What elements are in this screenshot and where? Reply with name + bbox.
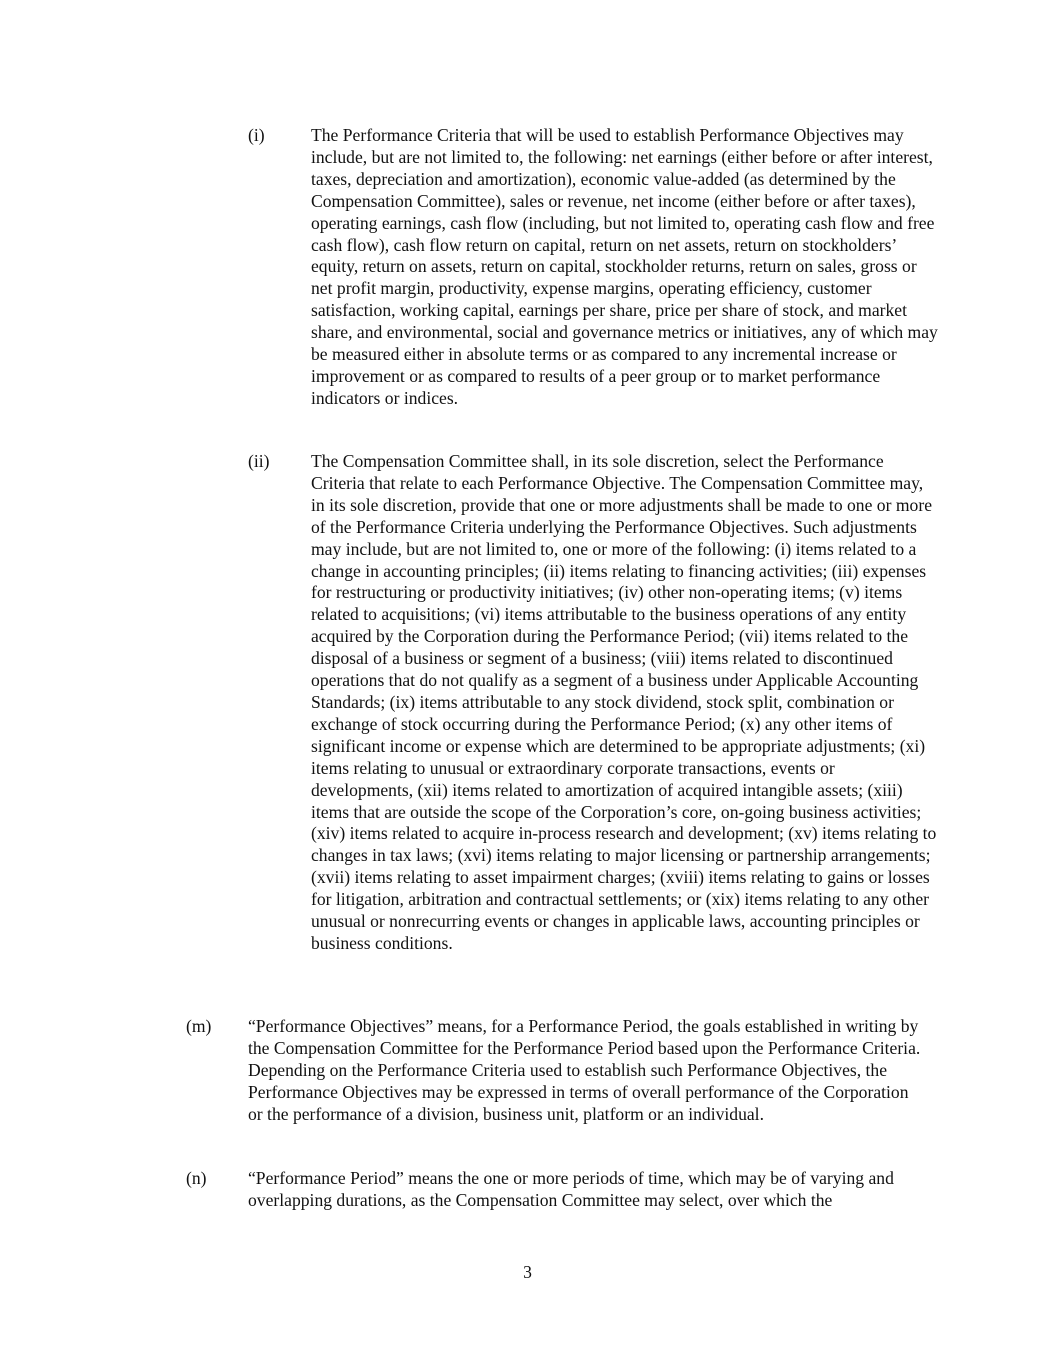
clause-n-marker: (n) <box>186 1168 207 1188</box>
clause-i <box>248 125 938 410</box>
clause-i-text: The Performance Criteria that will be used to establish Performance Objectives may include, but are not limited to, the following: net earnings (either before or after interest, taxes, depreciation and amortization), economic value-added (as determined by the Compensation Committee), sales or revenue, net income (either before or after taxes), operating earnings, cash flow (including, but not limited to, operating cash flow and free cash flow), cash flow return on capital, return on net assets, return on stockholders’ equity, return on assets, return on capital, stockholder returns, return on sales, gross or net profit margin, productivity, expense margins, operating efficiency, customer satisfaction, working capital, earnings per share, price per share of stock, and market share, and environmental, social and governance metrics or initiatives, any of which may be measured either in absolute terms or as compared to any incremental increase or improvement or as compared to results of a peer group or to market performance indicators or indices. <box>311 125 938 408</box>
clause-n-text: “Performance Period” means the one or more periods of time, which may be of varying and overlapping durations, as the Compensation Committee may select, over which the <box>248 1168 894 1210</box>
clause-ii-marker: (ii) <box>248 451 270 471</box>
clause-n <box>186 1168 926 1212</box>
clause-i-marker: (i) <box>248 125 265 145</box>
clause-m-text: “Performance Objectives” means, for a Performance Period, the goals established in writing by the Compensation Committee for the Performance Period based upon the Performance Criteria. Depending on the Performance Criteria used to establish such Performance Objectives, the Performance Objectives may be expressed in terms of overall performance of the Corporation or the performance of a division, business unit, platform or an individual. <box>248 1016 921 1124</box>
page-number: 3 <box>523 1262 532 1282</box>
clause-ii <box>248 451 938 955</box>
clause-ii-text: The Compensation Committee shall, in its sole discretion, select the Performance Criteria that relate to each Performance Objective. The Compensation Committee may, in its sole discretion, provide that one or more adjustments shall be made to one or more of the Performance Criteria underlying the Performance Objectives. Such adjustments may include, but are not limited to, one or more of the following: (i) items related to a change in accounting principles; (ii) items relating to financing activities; (iii) expenses for restructuring or productivity initiatives; (iv) other non-operating items; (v) items related to acquisitions; (vi) items attributable to the business operations of any entity acquired by the Corporation during the Performance Period; (vii) items related to the disposal of a business or segment of a business; (viii) items related to discontinued operations that do not qualify as a segment of a business under Applicable Accounting Standards; (ix) items attributable to any stock dividend, stock split, combination or exchange of stock occurring during the Performance Period; (x) any other items of significant income or expense which are determined to be appropriate adjustments; (xi) items relating to unusual or extraordinary corporate transactions, events or developments, (xii) items related to amortization of acquired intangible assets; (xiii) items that are outside the scope of the Corporation’s core, on-going business activities; (xiv) items related to acquire in-process research and development; (xv) items relating to changes in tax laws; (xvi) items relating to major licensing or partnership arrangements; (xvii) items relating to asset impairment charges; (xviii) items relating to gains or losses for litigation, arbitration and contractual settlements; or (xix) items relating to any other unusual or nonrecurring events or changes in applicable laws, accounting principles or business conditions. <box>311 451 937 953</box>
clause-m <box>186 1016 926 1126</box>
clause-m-marker: (m) <box>186 1016 212 1036</box>
